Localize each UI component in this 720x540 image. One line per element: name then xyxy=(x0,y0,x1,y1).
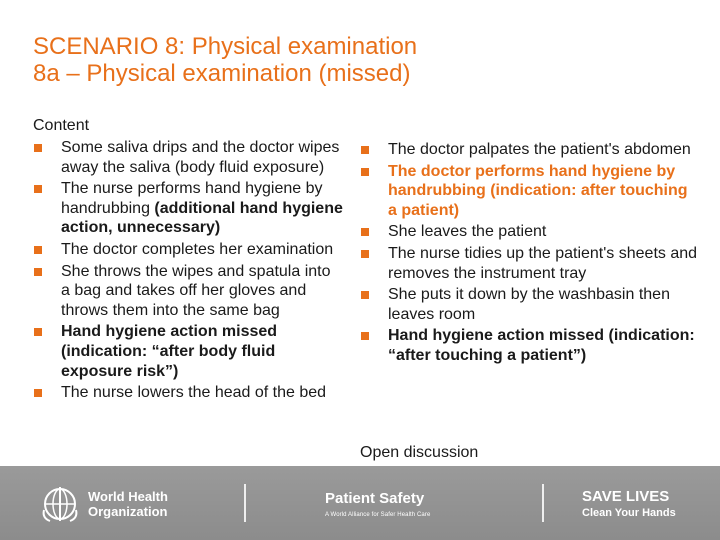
list-item: The nurse performs hand hygiene by handrubbing (additional hand hygiene action, unnecessary) xyxy=(33,179,343,238)
who-wordmark: World Health Organization xyxy=(88,489,168,519)
square-bullet-icon xyxy=(361,228,369,236)
footer-divider xyxy=(244,484,246,522)
list-item: She puts it down by the washbasin then leaves room xyxy=(360,285,700,324)
list-item-missed-action: Hand hygiene action missed (indication: “after touching a patient”) xyxy=(360,326,700,365)
square-bullet-icon xyxy=(34,268,42,276)
square-bullet-icon xyxy=(34,246,42,254)
clean-hands-subtitle: Clean Your Hands xyxy=(582,507,676,519)
left-bullet-list xyxy=(33,138,343,405)
square-bullet-icon xyxy=(34,144,42,152)
list-item: She leaves the patient xyxy=(360,222,700,242)
square-bullet-icon xyxy=(34,185,42,193)
list-item: The nurse lowers the head of the bed xyxy=(33,383,343,403)
square-bullet-icon xyxy=(34,328,42,336)
square-bullet-icon xyxy=(361,332,369,340)
title-line-2: 8a – Physical examination (missed) xyxy=(33,60,411,87)
square-bullet-icon xyxy=(361,146,369,154)
patient-safety-title: Patient Safety xyxy=(325,490,425,507)
title-line-1: SCENARIO 8: Physical examination xyxy=(33,33,418,60)
list-item-hand-hygiene: The doctor performs hand hygiene by handrubbing (indication: after touching a patient) xyxy=(360,162,700,221)
square-bullet-icon xyxy=(34,389,42,397)
square-bullet-icon xyxy=(361,250,369,258)
footer-banner xyxy=(0,466,720,540)
square-bullet-icon xyxy=(361,291,369,299)
save-lives-title: SAVE LIVES xyxy=(582,488,670,505)
list-item: The doctor palpates the patient's abdomen xyxy=(360,140,700,160)
list-item: The doctor completes her examination xyxy=(33,240,343,260)
list-item-missed-action: Hand hygiene action missed (indication: “after body fluid exposure risk”) xyxy=(33,322,343,381)
right-bullet-list xyxy=(360,140,700,368)
open-discussion-label: Open discussion xyxy=(360,444,479,461)
footer-divider xyxy=(542,484,544,522)
square-bullet-icon xyxy=(361,168,369,176)
list-item: The nurse tidies up the patient's sheets and removes the instrument tray xyxy=(360,244,700,283)
list-item: Some saliva drips and the doctor wipes away the saliva (body fluid exposure) xyxy=(33,138,343,177)
who-emblem-icon xyxy=(40,484,80,524)
list-item: She throws the wipes and spatula into a bag and takes off her gloves and throws them into the same bag xyxy=(33,262,343,321)
patient-safety-subtitle: A World Alliance for Safer Health Care xyxy=(325,512,431,518)
slide-title xyxy=(33,33,693,87)
content-label: Content xyxy=(33,117,90,134)
